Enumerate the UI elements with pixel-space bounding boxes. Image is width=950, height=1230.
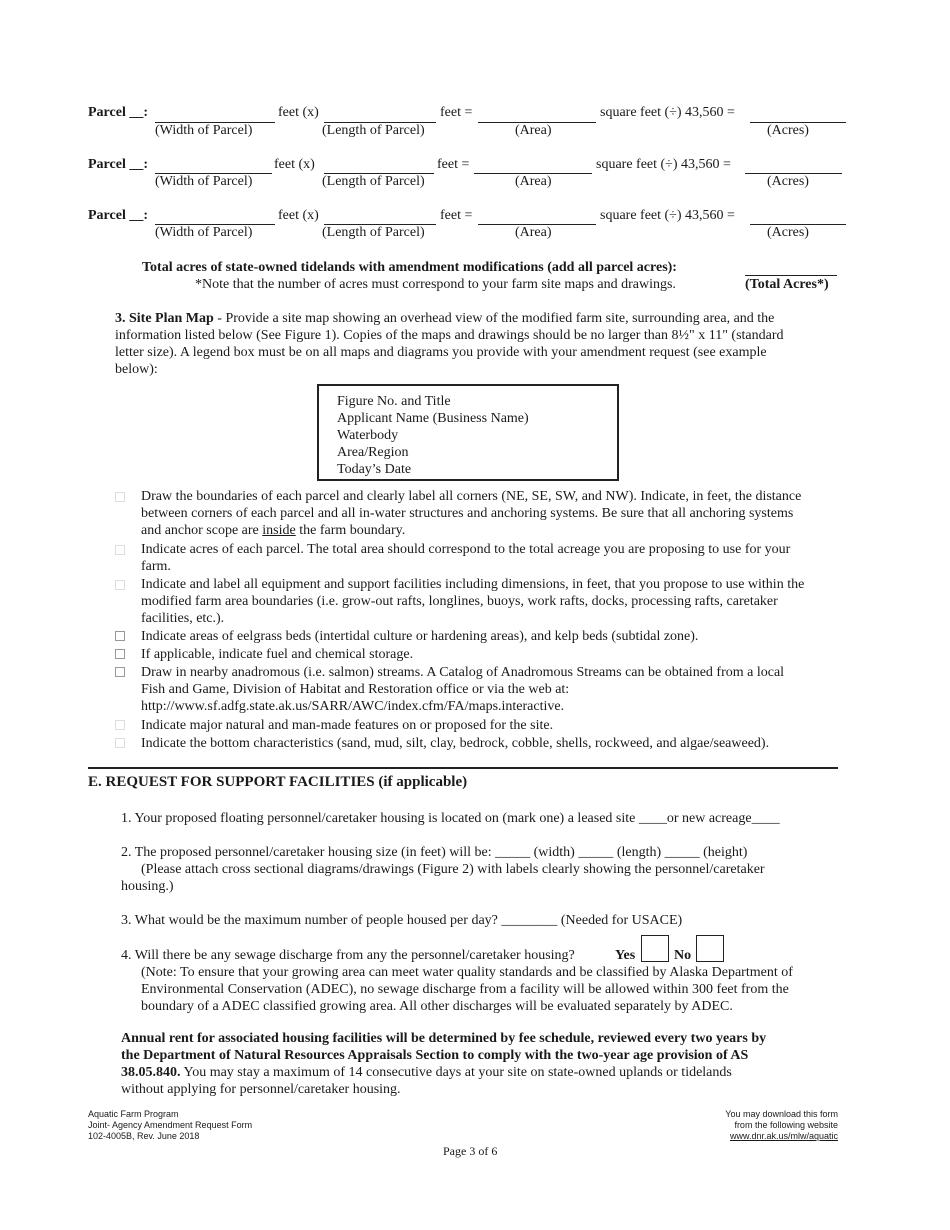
list-item: If applicable, indicate fuel and chemical storage. [141, 647, 414, 662]
question-3: 3. What would be the maximum number of people housed per day? ________ (Needed for USACE) [121, 913, 683, 928]
yes-checkbox[interactable] [641, 935, 669, 962]
width-label: (Width of Parcel) [155, 123, 253, 138]
parcel-label: Parcel __: [88, 157, 148, 172]
total-acres-note: *Note that the number of acres must correspond to your farm site maps and drawings. [195, 277, 676, 292]
area-label: (Area) [515, 225, 552, 240]
footer-form-info: Aquatic Farm Program Joint- Agency Amendment Request Form 102-4005B, Rev. June 2018 [88, 1109, 253, 1141]
no-checkbox[interactable] [696, 935, 724, 962]
feet-x-text: feet (x) [274, 157, 315, 172]
site-plan-paragraph: 3. Site Plan Map - Provide a site map showing an overhead view of the modified farm site, surrounding area, and the information listed below (See Figure 1). Copies of the maps and drawings should be no larger than 8½" x 11" (standard letter size). A legend box must be on all maps and diagrams you provide with your amendment request (see example below): [115, 311, 784, 377]
legend-box: Figure No. and Title Applicant Name (Business Name) Waterbody Area/Region Today’s Date [317, 384, 619, 481]
checkbox-icon [115, 492, 125, 502]
sqft-text: square feet (÷) 43,560 = [596, 157, 731, 172]
question-4-note-2: Environmental Conservation (ADEC), no sewage discharge from a facility will be allowed within 300 feet from the [141, 982, 789, 997]
sqft-text: square feet (÷) 43,560 = [600, 105, 735, 120]
question-4: 4. Will there be any sewage discharge from any the personnel/caretaker housing? [121, 948, 575, 963]
list-item: Draw in nearby anadromous (i.e. salmon) streams. A Catalog of Anadromous Streams can be obtained from a local Fish and Game, Division of Habitat and Restoration office or via the web at: http://www.sf.adfg.state.ak.us/SARR/AWC/index.cfm/FA/maps.interactive. [141, 665, 785, 714]
acres-label: (Acres) [767, 225, 809, 240]
question-2-note-end: housing.) [121, 879, 174, 894]
feet-eq-text: feet = [437, 157, 470, 172]
width-label: (Width of Parcel) [155, 174, 253, 189]
feet-x-text: feet (x) [278, 105, 319, 120]
yes-label: Yes [615, 948, 636, 963]
question-2-note: (Please attach cross sectional diagrams/drawings (Figure 2) with labels clearly showing the personnel/caretaker [141, 862, 765, 877]
annual-rent-paragraph: Annual rent for associated housing facilities will be determined by fee schedule, reviewed every two years by the Department of Natural Resources Appraisals Section to comply with the two-year age provision of AS 38.05.840. You may stay a maximum of 14 consecutive days at your site on state-owned uplands or tidelands without applying for personnel/caretaker housing. [121, 1031, 767, 1097]
parcel-label: Parcel __: [88, 208, 148, 223]
section-divider [88, 767, 838, 769]
length-label: (Length of Parcel) [322, 225, 425, 240]
checkbox-icon [115, 580, 125, 590]
checkbox-icon [115, 720, 125, 730]
total-acres-label: (Total Acres*) [745, 277, 829, 292]
question-4-note-3: boundary of a ADEC classified growing area. All other discharges will be evaluated separately by ADEC. [141, 999, 733, 1014]
total-acres-line: Total acres of state-owned tidelands with amendment modifications (add all parcel acres): [142, 260, 677, 275]
list-item: Draw the boundaries of each parcel and clearly label all corners (NE, SE, SW, and NW). Indicate, in feet, the distance between corners of each parcel and all in-water structures and anchoring systems. Be sure that all anchoring systems and anchor scope are inside the farm boundary. [141, 489, 802, 538]
parcel-label: Parcel __: [88, 105, 148, 120]
feet-x-text: feet (x) [278, 208, 319, 223]
area-label: (Area) [515, 174, 552, 189]
no-label: No [674, 948, 692, 963]
section-e-heading: E. REQUEST FOR SUPPORT FACILITIES (if applicable) [88, 774, 468, 790]
acres-label: (Acres) [767, 123, 809, 138]
checkbox-icon [115, 667, 125, 677]
length-label: (Length of Parcel) [322, 123, 425, 138]
feet-eq-text: feet = [440, 208, 473, 223]
list-item: Indicate the bottom characteristics (sand, mud, silt, clay, bedrock, cobble, shells, rockweed, and algae/seaweed). [141, 736, 770, 751]
checkbox-icon [115, 631, 125, 641]
area-label: (Area) [515, 123, 552, 138]
checkbox-icon [115, 545, 125, 555]
width-label: (Width of Parcel) [155, 225, 253, 240]
feet-eq-text: feet = [440, 105, 473, 120]
question-2: 2. The proposed personnel/caretaker housing size (in feet) will be: _____ (width) _____ (length) _____ (height) [121, 845, 748, 860]
list-item: Indicate acres of each parcel. The total area should correspond to the total acreage you are proposing to use for your farm. [141, 542, 791, 574]
site-plan-lead: 3. Site Plan Map [115, 311, 214, 326]
footer-download-info: You may download this form from the following website www.dnr.ak.us/mlw/aquatic [700, 1109, 838, 1142]
checkbox-icon [115, 738, 125, 748]
question-1: 1. Your proposed floating personnel/caretaker housing is located on (mark one) a leased site ____or new acreage____ [121, 811, 780, 826]
list-item: Indicate and label all equipment and support facilities including dimensions, in feet, that you propose to use within the modified farm area boundaries (i.e. grow-out rafts, longlines, buoys, work rafts, docks, processing rafts, caretaker facilities, etc.). [141, 577, 805, 626]
question-4-note-1: (Note: To ensure that your growing area can meet water quality standards and be classified by Alaska Department of [141, 965, 793, 980]
checkbox-icon [115, 649, 125, 659]
list-item: Indicate major natural and man-made features on or proposed for the site. [141, 718, 554, 733]
website-link[interactable]: www.dnr.ak.us/mlw/aquatic [729, 1131, 838, 1141]
page-number: Page 3 of 6 [443, 1144, 498, 1158]
length-label: (Length of Parcel) [322, 174, 425, 189]
acres-label: (Acres) [767, 174, 809, 189]
list-item: Indicate areas of eelgrass beds (intertidal culture or hardening areas), and kelp beds (subtidal zone). [141, 629, 699, 644]
sqft-text: square feet (÷) 43,560 = [600, 208, 735, 223]
